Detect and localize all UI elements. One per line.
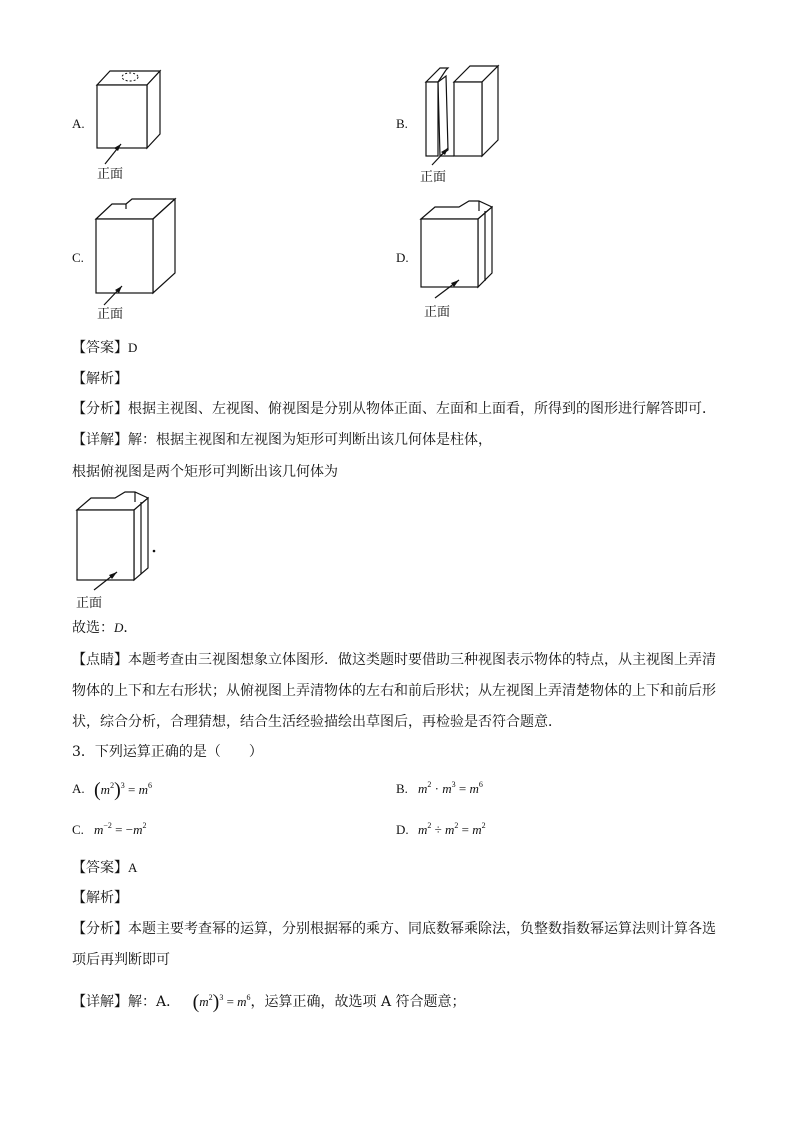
comment-tag: 【点睛】 [72, 652, 128, 668]
answer-figure-prism [72, 490, 172, 600]
q3-option-c-label: C. [72, 822, 84, 837]
option-a-label: A. [72, 116, 85, 131]
q3-detail-suffix: ，运算正确，故选项 A 符合题意； [250, 994, 466, 1010]
choose-prefix: 故选： [72, 620, 114, 636]
q3-fenxi-text-1: 本题主要考查幂的运算，分别根据幂的乘方、同底数幂乘除法，负整数指数幂运算法则计算各选 [128, 921, 716, 937]
q3-option-d-expr: $m^2 \div m^2 = m^2$ [418, 821, 486, 837]
detail-text-2: 根据俯视图是两个矩形可判断出该几何体为 [72, 464, 338, 480]
figure-d-prism [415, 195, 515, 305]
figure-b-prism [418, 60, 508, 180]
detail-tag: 【详解】 [72, 432, 128, 448]
q3-option-a-label: A. [72, 781, 85, 796]
q2-detail [72, 430, 492, 450]
answer-value: D [128, 340, 138, 355]
fenxi-text: 根据主视图、左视图、俯视图是分别从物体正面、左面和上面看，所得到的图形进行解答即可． [128, 401, 716, 417]
answer-tag: 【答案】 [72, 340, 128, 356]
q3-answer-value: A [128, 860, 138, 875]
comment-text-2: 物体的上下和左右形状；从俯视图上弄清物体的左右和前后形状；从左视图上弄清楚物体的上下和前后形 [72, 683, 716, 699]
detail-text-1: 解：根据主视图和左视图为矩形可判断出该几何体是柱体， [128, 432, 492, 448]
q2-comment [72, 650, 716, 670]
figure-b-caption: 正面 [420, 170, 447, 185]
q3-fenxi-text-2: 项后再判断即可 [72, 952, 170, 968]
q3-option-a-expr: $(m^2)^3 = m^6$ [94, 779, 152, 801]
figure-c-caption: 正面 [97, 307, 124, 322]
q2-answer-line [72, 338, 137, 358]
choose-value: D [114, 620, 124, 635]
comment-text-1: 本题考查由三视图想象立体图形．做这类题时要借助三种视图表示物体的特点，从主视图上弄清 [128, 652, 716, 668]
analysis-tag: 【解析】 [72, 371, 128, 387]
q3-detail [72, 990, 466, 1014]
q3-option-b-expr: $m^2 \cdot m^3 = m^6$ [418, 780, 483, 796]
q3-option-b-label: B. [396, 781, 408, 796]
figure-d-caption: 正面 [424, 305, 451, 320]
q2-choose [72, 618, 137, 638]
q3-fenxi [72, 919, 716, 939]
figure-a-caption: 正面 [97, 167, 124, 182]
comment-text-3: 状，综合分析，合理猜想，结合生活经验描绘出草图后，再检验是否符合题意． [72, 714, 562, 730]
q3-answer-line [72, 858, 137, 878]
q2-fenxi [72, 399, 716, 419]
choose-end: ． [123, 620, 138, 636]
fenxi-tag: 【分析】 [72, 401, 128, 417]
q3-detail-prefix: 解：A． [128, 994, 181, 1010]
q3-detail-expr: $(m^2)^3 = m^6$ [192, 991, 251, 1013]
figure-c-prism [90, 195, 190, 305]
q3-analysis-tag: 【解析】 [72, 890, 128, 906]
q3-option-d-label: D. [396, 822, 409, 837]
q3-option-c-expr: $m^{-2} = -m^2$ [94, 821, 147, 837]
figure-a-prism [90, 60, 180, 180]
q3-detail-tag: 【详解】 [72, 994, 128, 1010]
q3-answer-tag: 【答案】 [72, 860, 128, 876]
option-d-label: D. [396, 250, 409, 265]
answer-figure-caption: 正面 [76, 596, 103, 611]
q3-question: 3．下列运算正确的是（ ） [72, 744, 263, 760]
q3-fenxi-tag: 【分析】 [72, 921, 128, 937]
option-b-label: B. [396, 116, 408, 131]
option-c-label: C. [72, 250, 84, 265]
